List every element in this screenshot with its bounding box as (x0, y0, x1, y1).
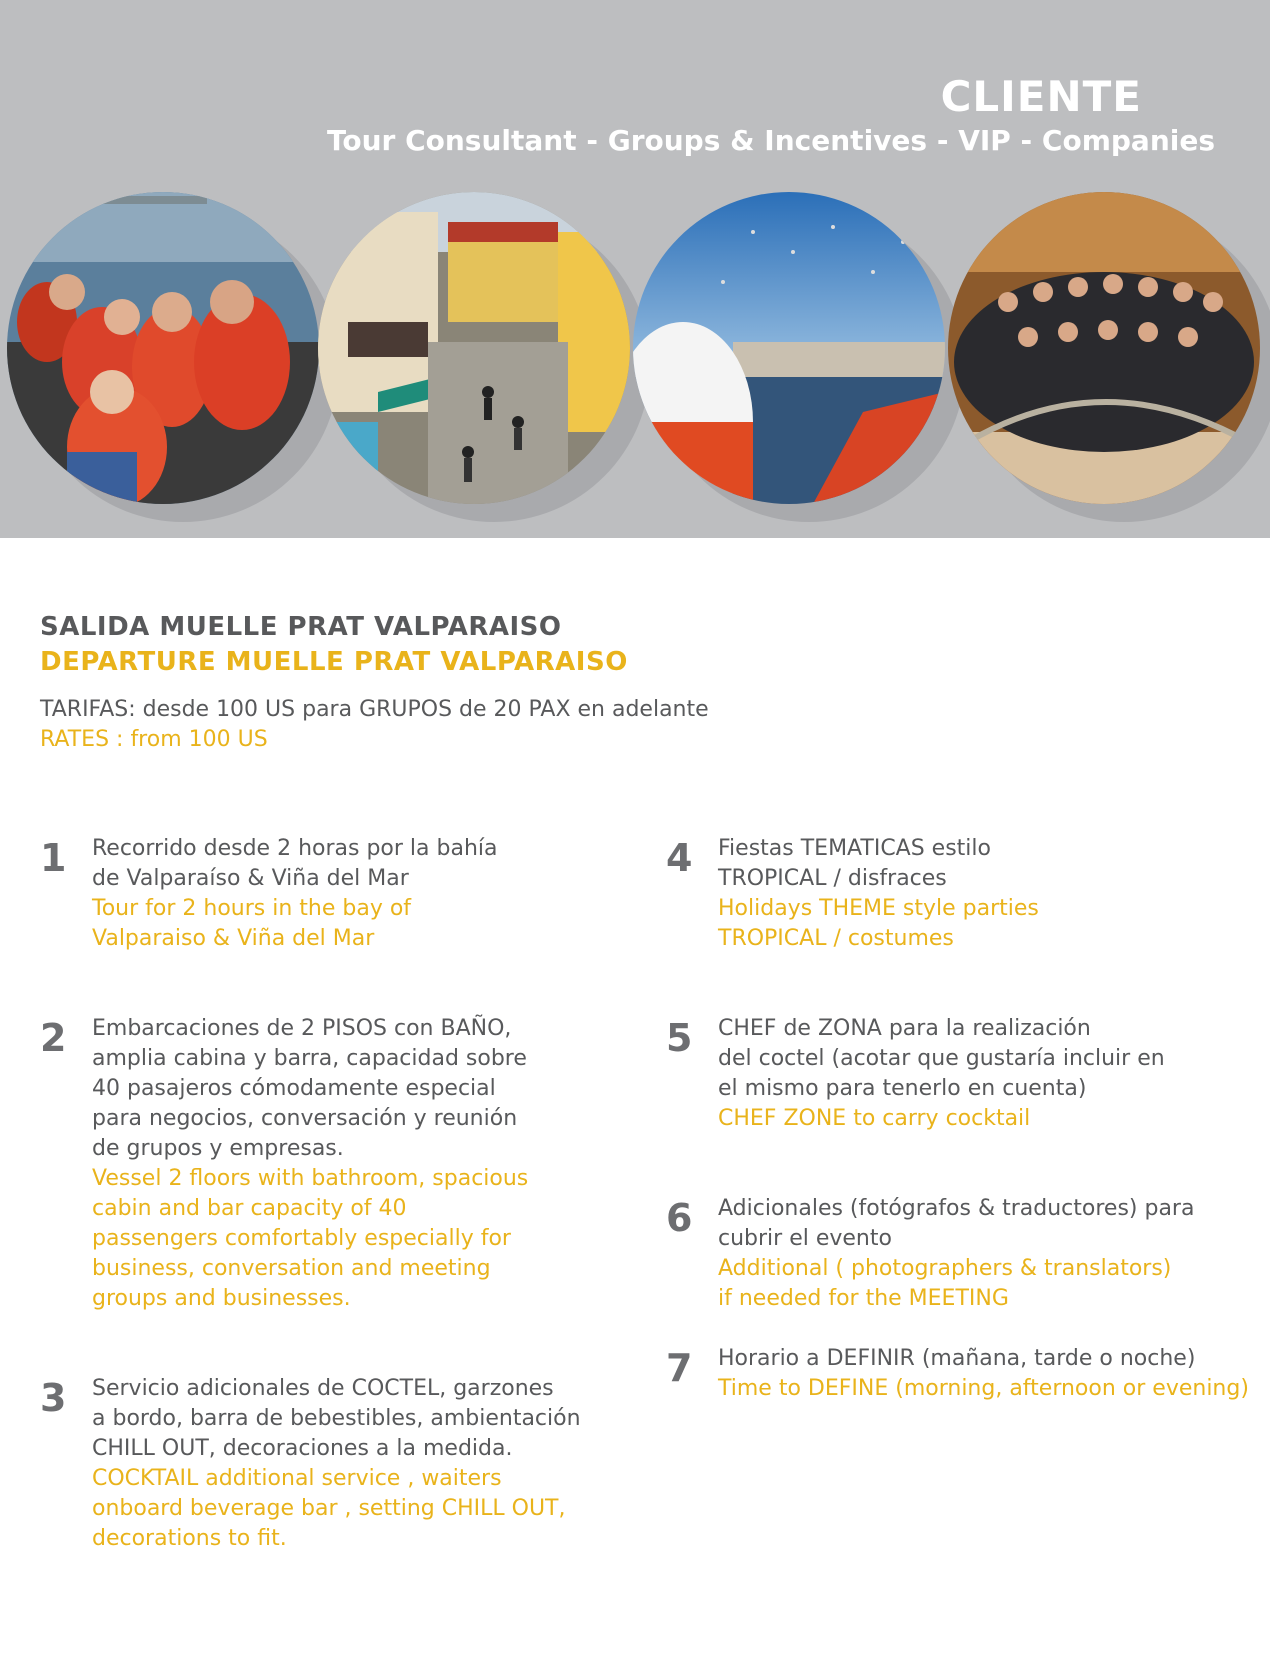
item-number: 7 (666, 1346, 693, 1390)
photo-circle-1 (7, 192, 337, 522)
item-number: 6 (666, 1196, 693, 1240)
street-scene-photo (318, 192, 630, 504)
list-item-5 (666, 1014, 1256, 1144)
item-text-en: Tour for 2 hours in the bay of Valparaiso & Viña del Mar (92, 896, 412, 951)
page-title: CLIENTE (940, 72, 1142, 121)
photo-circle-2 (318, 192, 648, 522)
item-number: 5 (666, 1016, 693, 1060)
item-text-en: Vessel 2 floors with bathroom, spacious cabin and bar capacity of 40 passengers comfortably especially for business, conversation and meeting groups and businesses. (92, 1166, 529, 1311)
departure-heading-es: SALIDA MUELLE PRAT VALPARAISO (40, 612, 562, 642)
list-item-2 (40, 1014, 600, 1314)
item-text-es: Horario a DEFINIR (mañana, tarde o noche) (718, 1346, 1196, 1371)
list-item-6 (666, 1194, 1256, 1324)
list-item-4 (666, 834, 1246, 954)
item-text-en: Additional ( photographers & translators) if needed for the MEETING (718, 1256, 1172, 1311)
item-text-en: Holidays THEME style parties TROPICAL / costumes (718, 896, 1039, 951)
item-number: 4 (666, 836, 693, 880)
item-number: 1 (40, 836, 67, 880)
item-text-es: Servicio adicionales de COCTEL, garzones a bordo, barra de bebestibles, ambientación CHILL OUT, decoraciones a la medida. (92, 1376, 581, 1461)
rates-en: RATES : from 100 US (40, 727, 268, 752)
item-number: 3 (40, 1376, 67, 1420)
item-text-es: Recorrido desde 2 horas por la bahía de Valparaíso & Viña del Mar (92, 836, 498, 891)
photo-circle-4 (948, 192, 1270, 522)
item-text-en: COCKTAIL additional service , waiters onboard beverage bar , setting CHILL OUT, decorations to fit. (92, 1466, 566, 1551)
item-text-es: Embarcaciones de 2 PISOS con BAÑO, amplia cabina y barra, capacidad sobre 40 pasajeros cómodamente especial para negocios, conversación y reunión de grupos y empresas. (92, 1016, 527, 1161)
departure-heading-en: DEPARTURE MUELLE PRAT VALPARAISO (40, 647, 628, 677)
bay-seagulls-photo (633, 192, 945, 504)
business-group-photo (948, 192, 1260, 504)
photo-circle-3 (633, 192, 963, 522)
list-item-3 (40, 1374, 620, 1554)
rates-es: TARIFAS: desde 100 US para GRUPOS de 20 PAX en adelante (40, 697, 709, 722)
item-text-es: Fiestas TEMATICAS estilo TROPICAL / disfraces (718, 836, 991, 891)
list-item-7 (666, 1344, 1266, 1414)
header-banner (0, 0, 1270, 538)
item-text-en: Time to DEFINE (morning, afternoon or evening) (718, 1376, 1249, 1401)
item-number: 2 (40, 1016, 67, 1060)
item-text-es: CHEF de ZONA para la realización del coctel (acotar que gustaría incluir en el mismo para tenerlo en cuenta) (718, 1016, 1165, 1101)
page-subtitle: Tour Consultant - Groups & Incentives - VIP - Companies (326, 124, 1215, 157)
list-item-1 (40, 834, 600, 954)
item-text-es: Adicionales (fotógrafos & traductores) para cubrir el evento (718, 1196, 1195, 1251)
item-text-en: CHEF ZONE to carry cocktail (718, 1106, 1031, 1131)
people-life-jackets-photo (7, 192, 319, 504)
